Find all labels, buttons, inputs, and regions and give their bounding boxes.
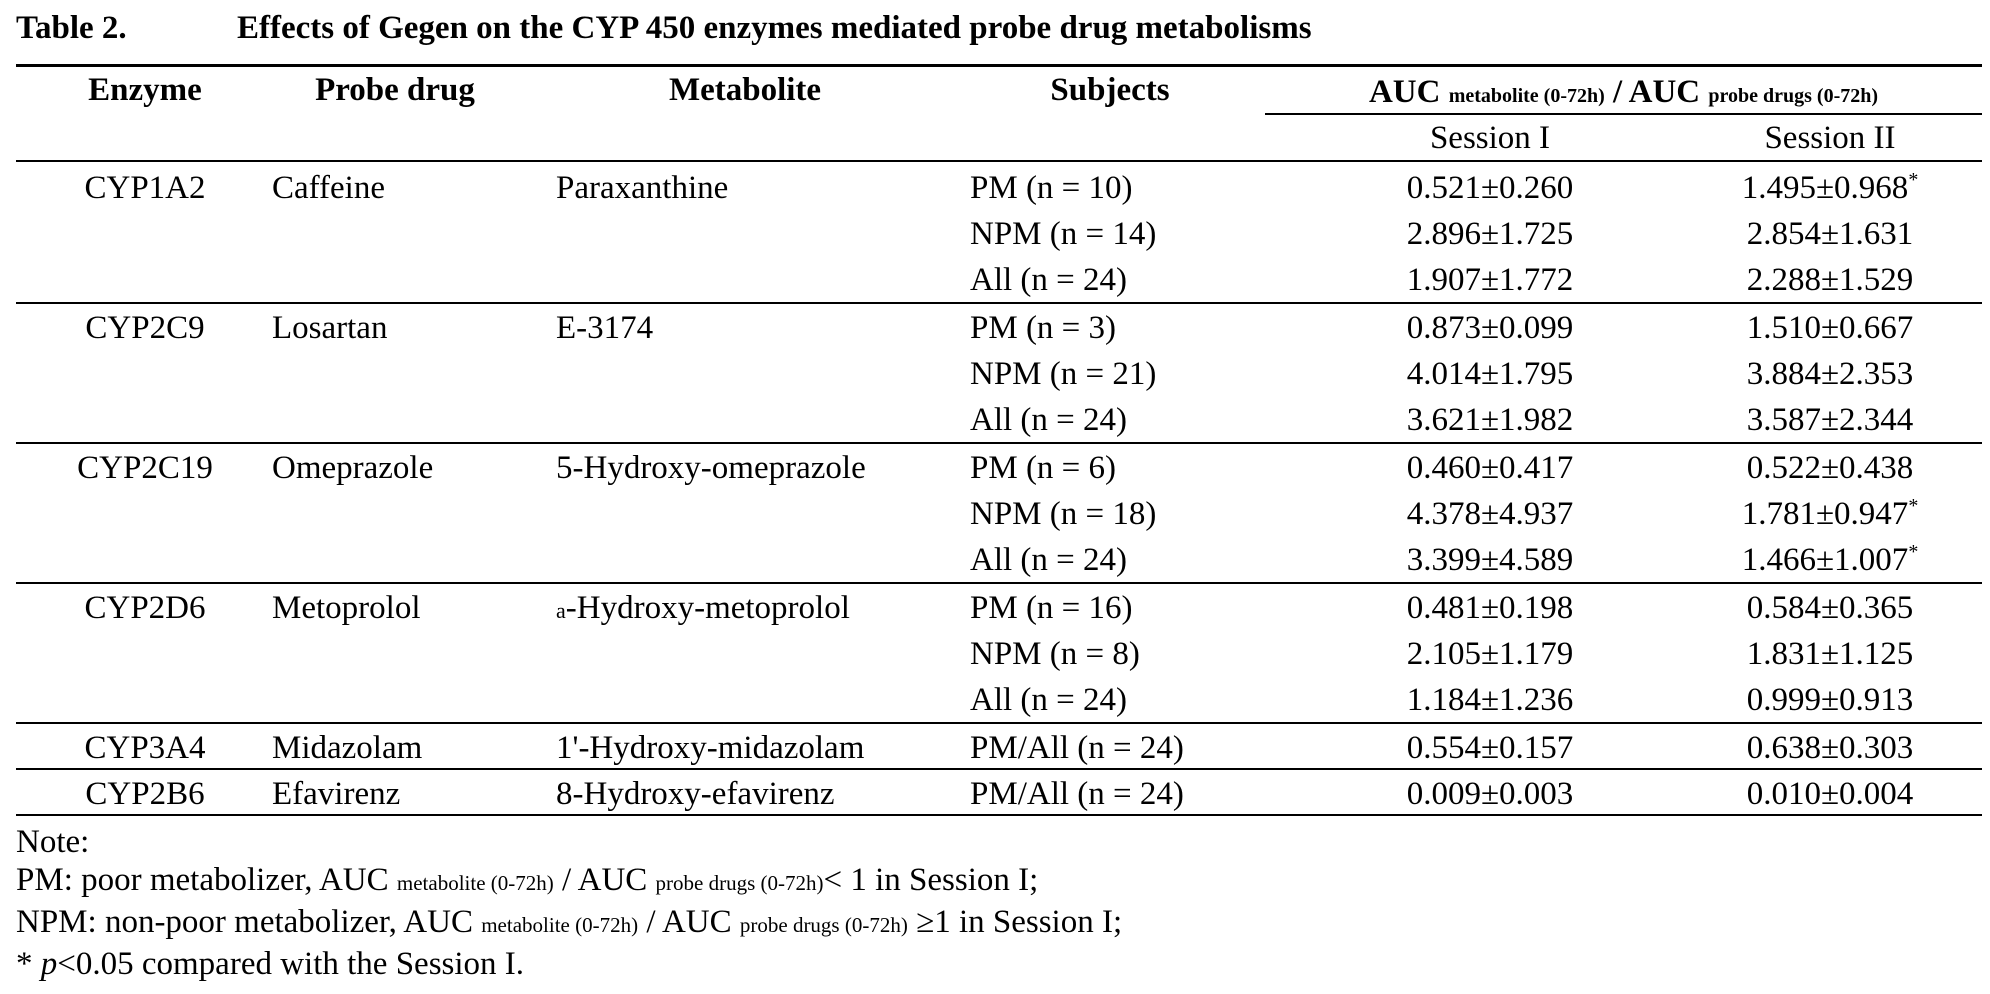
header-probe-drug: Probe drug (315, 72, 475, 108)
metabolite-cell (556, 726, 956, 770)
probe-drug-cell: Losartan (272, 310, 388, 346)
session-1-value: 4.378±4.937 (1406, 496, 1574, 532)
note-significance (16, 942, 524, 986)
metabolite-cell (556, 306, 956, 350)
subjects-cell: NPM (n = 8) (970, 636, 1140, 672)
metabolite-name: E-3174 (556, 310, 654, 346)
session-1-value: 2.105±1.179 (1406, 636, 1574, 672)
session-2-number: 1.495±0.968 (1741, 170, 1909, 206)
session-1-value: 0.521±0.260 (1406, 170, 1574, 206)
metabolite-cell (556, 166, 956, 210)
session-2-value (1690, 352, 1970, 396)
session-2-value (1690, 446, 1970, 490)
session-1-value: 4.014±1.795 (1406, 356, 1574, 392)
note-heading: Note: (16, 824, 90, 860)
header-enzyme: Enzyme (88, 72, 202, 108)
probe-drug-cell: Caffeine (272, 170, 386, 206)
auc-header-rule (1265, 113, 1982, 115)
header-session-2: Session II (1764, 120, 1896, 156)
note-npm-text: NPM: non-poor metabolizer, AUC (16, 904, 473, 940)
header-metabolite: Metabolite (668, 72, 822, 108)
group-divider (16, 768, 1982, 770)
probe-drug-cell: Midazolam (272, 730, 423, 766)
probe-drug-cell: Metoprolol (272, 590, 421, 626)
subjects-cell: All (n = 24) (970, 402, 1128, 438)
enzyme-cell: CYP2C9 (85, 310, 205, 346)
session-2-number: 0.584±0.365 (1746, 590, 1914, 626)
session-1-value: 0.873±0.099 (1406, 310, 1574, 346)
bottom-rule (16, 814, 1982, 816)
session-2-number: 1.466±1.007 (1741, 542, 1909, 578)
session-2-number: 3.587±2.344 (1746, 402, 1914, 438)
session-1-value: 0.481±0.198 (1406, 590, 1574, 626)
header-session-1: Session I (1429, 120, 1551, 156)
session-2-value (1690, 772, 1970, 816)
table-caption (16, 6, 1312, 50)
auc-sub-metabolite: metabolite (0-72h) (1448, 85, 1605, 107)
session-2-value (1690, 212, 1970, 256)
session-2-number: 3.884±2.353 (1746, 356, 1914, 392)
session-2-value (1690, 166, 1970, 210)
group-divider (16, 302, 1982, 304)
enzyme-cell: CYP2B6 (85, 776, 205, 812)
enzyme-cell: CYP1A2 (84, 170, 206, 206)
subjects-cell: PM/All (n = 24) (970, 776, 1184, 812)
subjects-cell: PM (n = 3) (970, 310, 1117, 346)
note-pm-text: PM: poor metabolizer, AUC (16, 862, 389, 898)
auc-sub-probe: probe drugs (0-72h) (1708, 85, 1879, 107)
note-sig-star: * (16, 946, 41, 982)
subjects-cell: All (n = 24) (970, 262, 1128, 298)
subjects-cell: All (n = 24) (970, 542, 1128, 578)
note-pm-sub-probe: probe drugs (0-72h) (655, 871, 824, 895)
session-2-number: 0.638±0.303 (1746, 730, 1914, 766)
session-2-value (1690, 306, 1970, 350)
significance-mark: * (1908, 541, 1919, 563)
table-label: Table 2. (16, 10, 127, 46)
auc-label: AUC (1368, 74, 1441, 110)
note-npm (16, 900, 1122, 947)
session-2-number: 0.999±0.913 (1746, 682, 1914, 718)
session-2-value (1690, 258, 1970, 302)
session-2-value (1690, 632, 1970, 676)
subjects-cell: NPM (n = 18) (970, 496, 1157, 532)
subjects-cell: NPM (n = 21) (970, 356, 1157, 392)
session-2-value (1690, 678, 1970, 722)
session-1-value: 0.460±0.417 (1406, 450, 1574, 486)
auc-separator: / AUC (1613, 74, 1701, 110)
top-rule (16, 64, 1982, 67)
session-1-value: 2.896±1.725 (1406, 216, 1574, 252)
table-title: Effects of Gegen on the CYP 450 enzymes mediated probe drug metabolisms (237, 10, 1312, 46)
note-npm-sub-probe: probe drugs (0-72h) (739, 913, 908, 937)
enzyme-cell: CYP3A4 (84, 730, 206, 766)
probe-drug-cell: Omeprazole (272, 450, 434, 486)
session-1-value: 3.399±4.589 (1406, 542, 1574, 578)
subjects-cell: PM/All (n = 24) (970, 730, 1184, 766)
session-2-number: 2.288±1.529 (1746, 262, 1914, 298)
session-1-value: 1.184±1.236 (1406, 682, 1574, 718)
metabolite-prefix: a (556, 598, 566, 623)
metabolite-name: -Hydroxy-metoprolol (565, 590, 850, 626)
session-1-value: 1.907±1.772 (1406, 262, 1574, 298)
note-pm-separator: / AUC (562, 862, 648, 898)
metabolite-cell (556, 446, 956, 490)
group-divider (16, 722, 1982, 724)
metabolite-cell (556, 772, 956, 816)
group-divider (16, 582, 1982, 584)
probe-drug-cell: Efavirenz (272, 776, 401, 812)
metabolite-name: 8-Hydroxy-efavirenz (556, 776, 835, 812)
enzyme-cell: CYP2D6 (84, 590, 206, 626)
note-sig-text: <0.05 compared with the Session I. (57, 946, 525, 982)
significance-mark: * (1908, 169, 1919, 191)
subjects-cell: PM (n = 10) (970, 170, 1133, 206)
session-2-number: 0.010±0.004 (1746, 776, 1914, 812)
session-2-number: 1.831±1.125 (1746, 636, 1914, 672)
session-2-value (1690, 398, 1970, 442)
subjects-cell: PM (n = 16) (970, 590, 1133, 626)
group-divider (16, 442, 1982, 444)
subjects-cell: All (n = 24) (970, 682, 1128, 718)
session-2-number: 0.522±0.438 (1746, 450, 1914, 486)
session-2-value (1690, 492, 1970, 536)
metabolite-name: 5-Hydroxy-omeprazole (556, 450, 866, 486)
note-pm-condition: < 1 in Session I; (823, 862, 1039, 898)
session-2-number: 2.854±1.631 (1746, 216, 1914, 252)
note-npm-sub-metabolite: metabolite (0-72h) (481, 913, 639, 937)
session-1-value: 3.621±1.982 (1406, 402, 1574, 438)
session-2-value (1690, 726, 1970, 770)
metabolite-cell (556, 586, 956, 633)
session-2-value (1690, 538, 1970, 582)
header-subjects: Subjects (1050, 72, 1170, 108)
session-1-value: 0.554±0.157 (1406, 730, 1574, 766)
header-bottom-rule (16, 160, 1982, 162)
note-npm-separator: / AUC (646, 904, 732, 940)
subjects-cell: NPM (n = 14) (970, 216, 1157, 252)
metabolite-name: 1'-Hydroxy-midazolam (556, 730, 865, 766)
session-1-value: 0.009±0.003 (1406, 776, 1574, 812)
session-2-number: 1.781±0.947 (1741, 496, 1909, 532)
note-sig-p: p (40, 946, 58, 982)
significance-mark: * (1908, 495, 1919, 517)
note-pm (16, 858, 1038, 905)
enzyme-cell: CYP2C19 (77, 450, 213, 486)
session-2-number: 1.510±0.667 (1746, 310, 1914, 346)
header-auc-ratio (1265, 70, 1982, 118)
session-2-value (1690, 586, 1970, 630)
note-npm-condition: ≥1 in Session I; (916, 904, 1123, 940)
note-pm-sub-metabolite: metabolite (0-72h) (396, 871, 554, 895)
metabolite-name: Paraxanthine (556, 170, 729, 206)
subjects-cell: PM (n = 6) (970, 450, 1117, 486)
